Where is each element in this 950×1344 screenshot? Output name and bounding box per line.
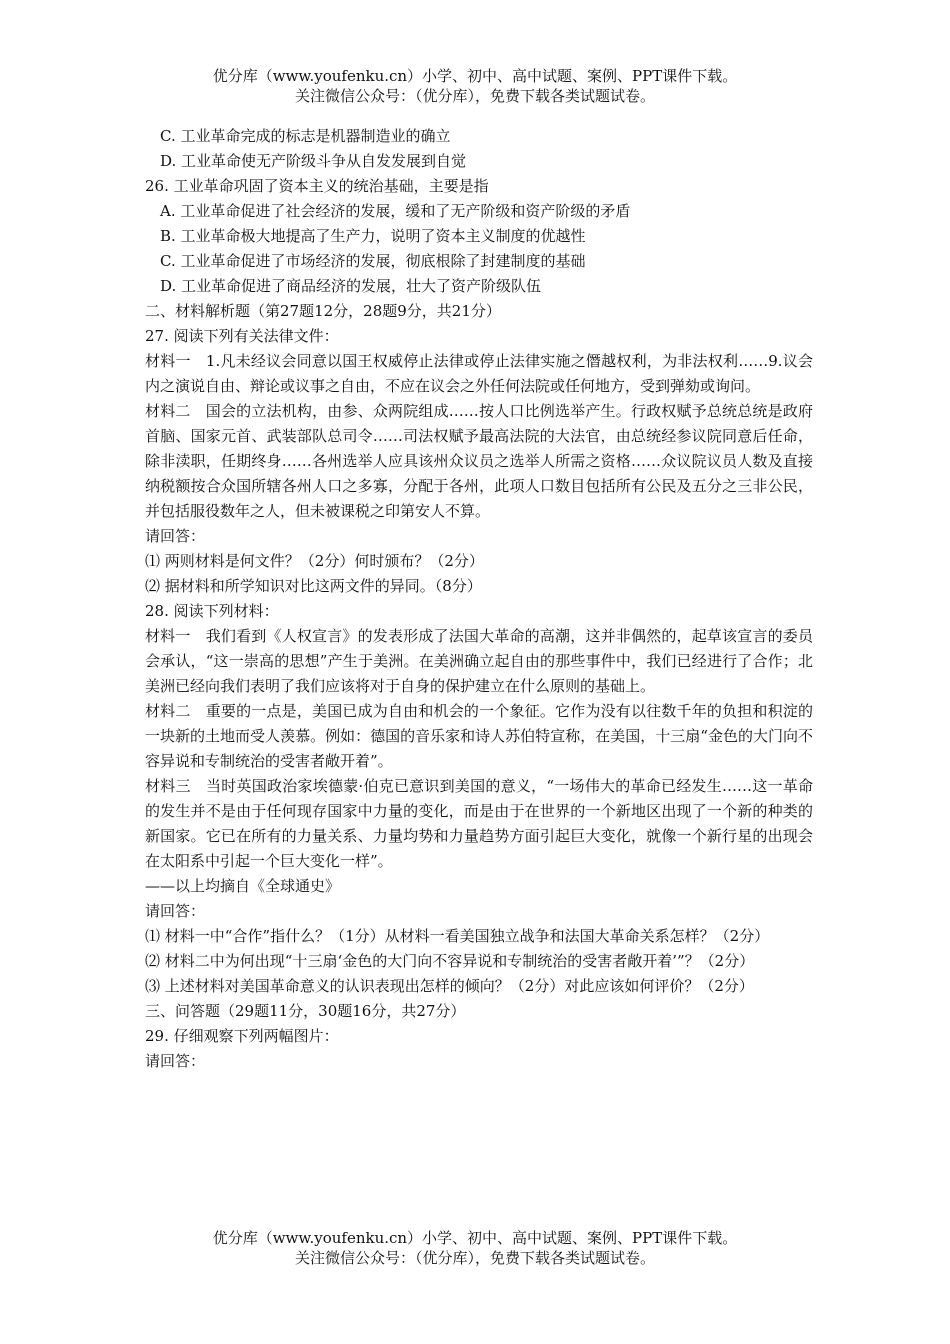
q28-material-2: 材料二 重要的一点是，美国已成为自由和机会的一个象征。它作为没有以往数千年的负担和积淀的一块新的土地而受人羡慕。例如：德国的音乐家和诗人苏伯特宣称，在美国，十三扇“金色的大门向不容异说和专制统治的受害者敞开着”。 (145, 702, 813, 770)
q28-prompt: 请回答： (145, 902, 206, 920)
footer-line-1: 优分库（www.youfenku.cn）小学、初中、高中试题、案例、PPT课件下载。 (212, 1229, 738, 1247)
q28-stem: 28. 阅读下列材料： (145, 602, 279, 620)
page-footer (0, 1228, 950, 1268)
q27-prompt: 请回答： (145, 527, 206, 545)
q27-sub-1: ⑴ 两则材料是何文件？（2分）何时颁布？（2分） (145, 552, 484, 570)
header-line-2: 关注微信公众号：（优分库），免费下载各类试题试卷。 (294, 87, 655, 105)
q28-source: ——以上均摘自《全球通史》 (145, 877, 341, 895)
q27-sub-2: ⑵ 据材料和所学知识对比这两文件的异同。（8分） (145, 577, 482, 595)
q26-option-b: B. 工业革命极大地提高了生产力，说明了资本主义制度的优越性 (160, 227, 586, 245)
header-line-1: 优分库（www.youfenku.cn）小学、初中、高中试题、案例、PPT课件下载。 (212, 67, 738, 85)
q26-option-a: A. 工业革命促进了社会经济的发展，缓和了无产阶级和资产阶级的矛盾 (160, 202, 631, 220)
q27-material-1: 材料一 1.凡未经议会同意以国王权威停止法律或停止法律实施之僭越权利，为非法权利……9.议会内之演说自由、辩论或议事之自由，不应在议会之外任何法院或任何地方，受到弹劾或询问。 (145, 352, 813, 395)
q29-stem: 29. 仔细观察下列两幅图片： (145, 1027, 339, 1045)
q29-prompt: 请回答： (145, 1052, 206, 1070)
q27-stem: 27. 阅读下列有关法律文件： (145, 327, 339, 345)
q25-option-c: C. 工业革命完成的标志是机器制造业的确立 (160, 127, 451, 145)
q28-sub-1: ⑴ 材料一中“合作”指什么？（1分）从材料一看美国独立战争和法国大革命关系怎样？（2分） (145, 927, 770, 945)
q25-option-d: D. 工业革命使无产阶级斗争从自发发展到自觉 (160, 152, 467, 170)
page-header (0, 66, 950, 106)
q28-sub-2: ⑵ 材料二中为何出现“十三扇‘金色的大门向不容异说和专制统治的受害者敞开着’”？（2分） (145, 952, 755, 970)
q28-material-1: 材料一 我们看到《人权宣言》的发表形成了法国大革命的高潮，这并非偶然的，起草该宣言的委员会承认，“这一崇高的思想”产生于美洲。在美洲确立起自由的那些事件中，我们已经进行了合作；北美洲已经向我们表明了我们应该将对于自身的保护建立在什么原则的基础上。 (145, 627, 813, 695)
q28-material-3: 材料三 当时英国政治家埃德蒙·伯克已意识到美国的意义，“一场伟大的革命已经发生……这一革命的发生并不是由于任何现存国家中力量的变化，而是由于在世界的一个新地区出现了一个新的种类的新国家。它已在所有的力量关系、力量均势和力量趋势方面引起巨大变化，就像一个新行星的出现会在太阳系中引起一个巨大变化一样”。 (145, 777, 813, 870)
section2-title: 二、材料解析题（第27题12分，28题9分，共21分） (145, 302, 501, 320)
section3-title: 三、问答题（29题11分，30题16分，共27分） (145, 1002, 466, 1020)
q26-option-c: C. 工业革命促进了市场经济的发展，彻底根除了封建制度的基础 (160, 252, 586, 270)
footer-line-2: 关注微信公众号：（优分库），免费下载各类试题试卷。 (294, 1249, 655, 1267)
exam-content (145, 124, 813, 1074)
q28-sub-3: ⑶ 上述材料对美国革命意义的认识表现出怎样的倾向？（2分）对此应该如何评价？（2分） (145, 977, 754, 995)
q27-material-2: 材料二 国会的立法机构，由参、众两院组成……按人口比例选举产生。行政权赋予总统总统是政府首脑、国家元首、武装部队总司令……司法权赋予最高法院的大法官，由总统经参议院同意后任命，除非渎职，任期终身……各州选举人应具该州众议员之选举人所需之资格……众议院议员人数及直接纳税额按合众国所辖各州人口之多寡，分配于各州，此项人口数目包括所有公民及五分之三非公民，并包括服役数年之人，但未被课税之印第安人不算。 (145, 402, 813, 520)
q26-option-d: D. 工业革命促进了商品经济的发展，壮大了资产阶级队伍 (160, 277, 542, 295)
q26-stem: 26. 工业革命巩固了资本主义的统治基础，主要是指 (145, 177, 489, 195)
